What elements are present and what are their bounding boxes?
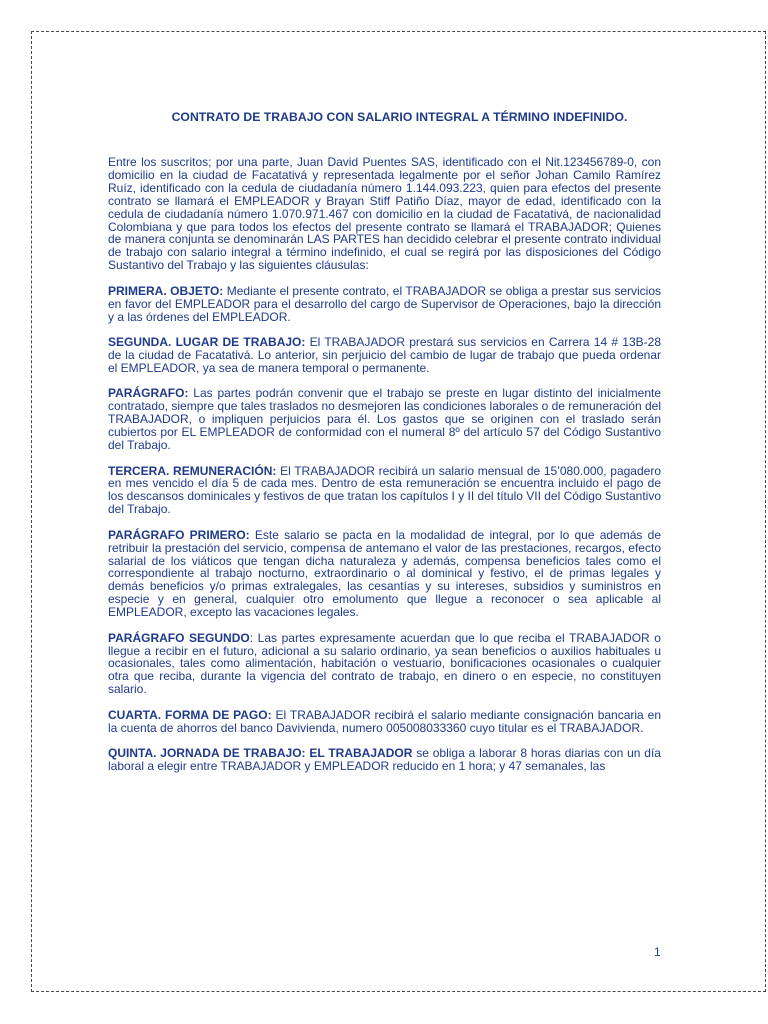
clause-heading: TERCERA. REMUNERACIÓN:	[108, 463, 277, 478]
clause-text: Mediante el presente contrato, el TRABAJADOR se obliga a prestar sus servicios en favor del EMPLEADOR para el desarrollo del cargo de Supervisor de Operaciones, bajo la dirección y a las órdenes del EMPLEADOR.	[108, 283, 662, 324]
clause-heading: PARÁGRAFO SEGUNDO	[108, 630, 250, 645]
clause-text: se obliga a laborar 8 horas diarias con un día laboral a elegir entre TRABAJADOR y EMPLEADOR reducido en 1 hora; y 47 semanales, las	[108, 746, 661, 774]
clause-segunda	[108, 336, 661, 375]
clause-text: Las partes podrán convenir que el trabajo se preste en lugar distinto del inicialmente contratado, siempre que tales traslados no desmejoren las condiciones laborales o de remuneración del TRABAJADOR, o impliquen perjuicios para él. Los gastos que se originen con el traslado serán cubiertos por EL EMPLEADOR de conformidad con el numeral 8º del artículo 57 del Código Sustantivo del Trabajo.	[108, 386, 661, 452]
clause-quinta	[108, 747, 661, 773]
clause-text: Este salario se pacta en la modalidad de integral, por lo que además de retribuir la prestación del servicio, compensa de antemano el valor de las prestaciones, recargos, efecto salarial de los viáticos que tengan dicha naturaleza y además, compensa beneficios tales como el correspondiente al trabajo nocturno, extraordinario o al dominical y festivo, el de primas legales y demás beneficios y/o primas extralegales, las cesantías y su intereses, subsidios y suministros en especie y en general, cualquier otro emolumento que llegue a reconocer o sea aplicable al EMPLEADOR, excepto las vacaciones legales.	[108, 527, 661, 620]
clause-text: El TRABAJADOR recibirá un salario mensual de 15’080.000, pagadero en mes vencido el día 5 de cada mes. Dentro de esta remuneración se encuentra incluido el pago de los descansos dominicales y festivos de que tratan los capítulos I y II del título VII del Código Sustantivo del Trabajo.	[108, 463, 662, 517]
clause-paragrafo-primero	[108, 529, 661, 619]
clause-heading: PARÁGRAFO:	[108, 386, 189, 401]
document-page	[31, 31, 766, 992]
clause-primera	[108, 285, 661, 324]
clause-text: : Las partes expresamente acuerdan que lo que reciba el TRABAJADOR o llegue a recibir en el futuro, adicional a su salario ordinario, ya sean beneficios o auxilios habituales u ocasionales, tales como alimentación, habitación o vestuario, bonificaciones ocasionales o cualquier otra que reciba, durante la vigencia del contrato de trabajo, en dinero o en especie, no constituyen salario.	[108, 630, 661, 697]
document-body	[108, 156, 661, 786]
page-number: 1	[654, 945, 661, 959]
intro-paragraph: Entre los suscritos; por una parte, Juan David Puentes SAS, identificado con el Nit.123456789-0, con domicilio en la ciudad de Facatativá y representada legalmente por el señor Johan Camilo Ramírez Ruíz, identificado con la cedula de ciudadanía número 1.144.093.223, quien para efectos del presente contrato se llamará el EMPLEADOR y Brayan Stiff Patiño Díaz, mayor de edad, identificado con la cedula de ciudadanía número 1.070.971.467 con domicilio en la ciudad de Facatativá, de nacionalidad Colombiana y que para todos los efectos del presente contrato se llamará el TRABAJADOR; Quienes de manera conjunta se denominarán LAS PARTES han decidido celebrar el presente contrato individual de trabajo con salario integral a término indefinido, el cual se regirá por las disposiciones del Código Sustantivo del Trabajo y las siguientes cláusulas:	[108, 155, 661, 273]
clause-paragrafo	[108, 387, 661, 452]
document-title: CONTRATO DE TRABAJO CON SALARIO INTEGRAL A TÉRMINO INDEFINIDO.	[171, 110, 628, 124]
clause-heading: QUINTA. JORNADA DE TRABAJO: EL TRABAJADOR	[108, 746, 413, 761]
clause-heading: CUARTA. FORMA DE PAGO:	[108, 707, 272, 722]
clause-tercera	[108, 465, 661, 517]
clause-cuarta	[108, 709, 661, 735]
clause-text: El TRABAJADOR prestará sus servicios en Carrera 14 # 13B-28 de la ciudad de Facatativá. Lo anterior, sin perjuicio del cambio de lugar de trabajo que pueda ordenar el EMPLEADOR, ya sea de manera temporal o permanente.	[108, 335, 661, 375]
clause-heading: PRIMERA. OBJETO:	[108, 283, 224, 298]
clause-paragrafo-segundo	[108, 632, 661, 697]
clause-text: El TRABAJADOR recibirá el salario mediante consignación bancaria en la cuenta de ahorros del banco Davivienda, numero 005008033360 cuyo titular es el TRABAJADOR.	[108, 707, 662, 735]
clause-heading: SEGUNDA. LUGAR DE TRABAJO:	[108, 335, 306, 350]
clause-heading: PARÁGRAFO PRIMERO:	[108, 527, 250, 542]
